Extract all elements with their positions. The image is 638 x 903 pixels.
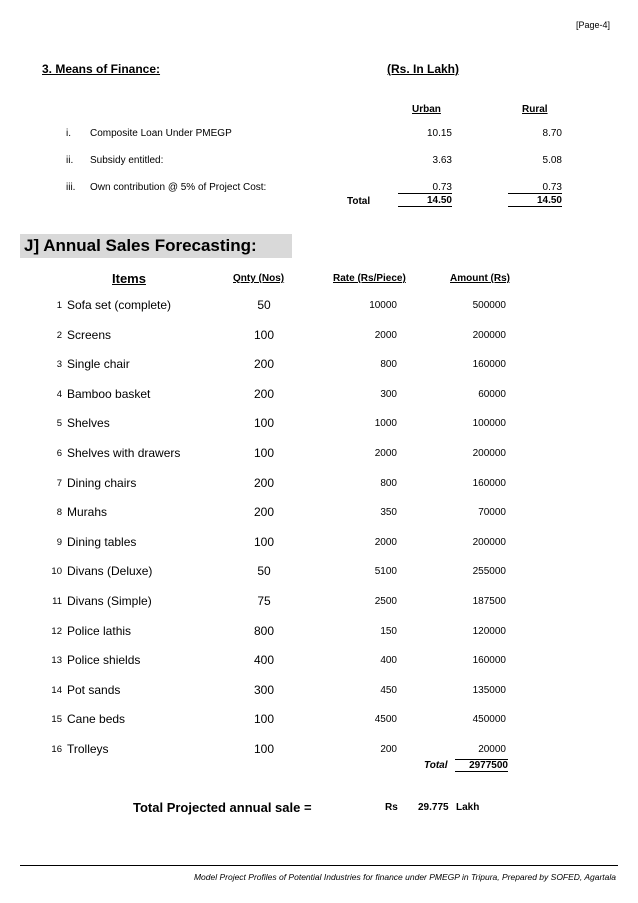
sales-row-amount: 200000 [472,537,506,548]
sales-row-sno: 15 [51,714,62,725]
finance-unit: (Rs. In Lakh) [387,62,460,76]
sales-row-item: Shelves [67,416,110,430]
sales-row-rate: 450 [380,685,397,696]
sales-row-qty: 100 [253,446,275,460]
finance-row-label: Subsidy entitled: [90,155,164,166]
sales-row-qty: 75 [257,594,271,608]
finance-row-label: Own contribution @ 5% of Project Cost: [90,182,267,193]
col-header-amount: Amount (Rs) [450,273,510,284]
sales-row-amount: 200000 [472,330,506,341]
sales-row-qty: 400 [253,653,275,667]
projected-sale-currency: Rs [385,802,398,813]
sales-row-rate: 350 [380,507,397,518]
sales-row-amount: 100000 [472,418,506,429]
finance-total-rural: 14.50 [508,195,562,207]
sales-row-item: Trolleys [67,742,109,756]
finance-row-urban: 10.15 [426,128,452,139]
sales-row-amount: 255000 [472,566,506,577]
sales-row-sno: 5 [56,418,62,429]
sales-row-item: Single chair [67,357,130,371]
sales-row-item: Murahs [67,505,108,519]
finance-row-urban: 3.63 [432,155,452,166]
finance-row-rural: 0.73 [508,182,562,194]
sales-row-rate: 200 [380,744,397,755]
sales-row-qty: 100 [253,328,275,342]
sales-row-amount: 160000 [472,359,506,370]
sales-row-qty: 200 [253,387,275,401]
finance-row-num: iii. [66,182,76,193]
sales-row-item: Pot sands [67,683,121,697]
sales-row-amount: 20000 [478,744,506,755]
sales-row-sno: 16 [51,744,62,755]
sales-row-rate: 300 [380,389,397,400]
sales-row-item: Divans (Deluxe) [67,564,153,578]
sales-row-sno: 13 [51,655,62,666]
sales-row-qty: 100 [253,416,275,430]
col-header-rate: Rate (Rs/Piece) [333,273,406,284]
finance-title: 3. Means of Finance: [42,62,161,76]
finance-row-num: i. [66,128,71,139]
sales-row-sno: 11 [52,596,62,607]
finance-col-rural: Rural [522,104,548,115]
page-number: [Page-4] [575,20,610,30]
sales-row-item: Cane beds [67,712,126,726]
sales-row-amount: 187500 [472,596,506,607]
projected-sale-label: Total Projected annual sale = [133,800,312,815]
footer-divider [20,865,618,866]
sales-row-sno: 4 [56,389,62,400]
sales-row-sno: 1 [56,300,62,311]
section-j-header [20,234,292,258]
sales-row-sno: 10 [51,566,62,577]
sales-row-amount: 500000 [472,300,506,311]
sales-row-rate: 10000 [369,300,397,311]
sales-row-amount: 60000 [478,389,506,400]
sales-row-rate: 5100 [374,566,397,577]
sales-row-sno: 12 [51,626,62,637]
finance-total-label: Total [347,196,371,207]
sales-row-rate: 800 [380,478,397,489]
sales-row-qty: 300 [253,683,275,697]
sales-row-rate: 2000 [374,448,397,459]
sales-row-amount: 160000 [472,655,506,666]
sales-row-item: Sofa set (complete) [67,298,172,312]
finance-row-label: Composite Loan Under PMEGP [90,128,232,139]
sales-row-item: Divans (Simple) [67,594,152,608]
sales-row-amount: 450000 [472,714,506,725]
col-header-qty: Qnty (Nos) [233,273,285,284]
sales-row-qty: 100 [253,712,275,726]
sales-row-rate: 2000 [374,537,397,548]
finance-row-rural: 8.70 [542,128,562,139]
sales-row-amount: 120000 [472,626,506,637]
finance-row-rural: 5.08 [542,155,562,166]
sales-row-item: Bamboo basket [67,387,151,401]
finance-row-num: ii. [66,155,74,166]
col-header-items: Items [112,271,146,286]
sales-row-qty: 50 [257,298,271,312]
finance-col-urban: Urban [412,104,441,115]
sales-total-label: Total [424,760,448,771]
sales-row-sno: 3 [56,359,62,370]
sales-row-sno: 9 [56,537,62,548]
sales-row-sno: 8 [56,507,62,518]
footer-text: Model Project Profiles of Potential Industries for finance under PMEGP in Tripura, Prepared by SOFED, Agartala [193,872,616,882]
sales-row-rate: 1000 [374,418,397,429]
sales-row-rate: 2000 [374,330,397,341]
sales-row-item: Police shields [67,653,141,667]
projected-sale-value: 29.775 [418,802,449,813]
finance-row-urban: 0.73 [398,182,452,194]
sales-row-amount: 200000 [472,448,506,459]
sales-row-rate: 800 [380,359,397,370]
section-j-title: J] Annual Sales Forecasting: [24,236,257,255]
projected-sale-unit: Lakh [456,802,480,813]
sales-row-qty: 200 [253,357,275,371]
sales-row-amount: 160000 [472,478,506,489]
sales-row-rate: 400 [380,655,397,666]
sales-row-qty: 50 [257,564,271,578]
sales-row-qty: 100 [253,535,275,549]
sales-row-rate: 2500 [374,596,397,607]
sales-row-item: Screens [67,328,112,342]
sales-row-item: Dining chairs [67,476,137,490]
sales-row-sno: 2 [56,330,62,341]
sales-row-amount: 70000 [478,507,506,518]
finance-total-urban: 14.50 [398,195,452,207]
sales-total-amount: 2977500 [455,759,508,772]
sales-row-sno: 6 [56,448,62,459]
sales-row-qty: 200 [253,476,275,490]
sales-row-item: Shelves with drawers [67,446,181,460]
sales-row-rate: 4500 [374,714,397,725]
sales-row-qty: 200 [253,505,275,519]
sales-row-sno: 14 [51,685,62,696]
sales-row-item: Police lathis [67,624,132,638]
sales-row-rate: 150 [380,626,397,637]
sales-row-item: Dining tables [67,535,137,549]
sales-row-amount: 135000 [472,685,506,696]
sales-row-qty: 800 [253,624,275,638]
sales-row-qty: 100 [253,742,275,756]
sales-row-sno: 7 [56,478,62,489]
